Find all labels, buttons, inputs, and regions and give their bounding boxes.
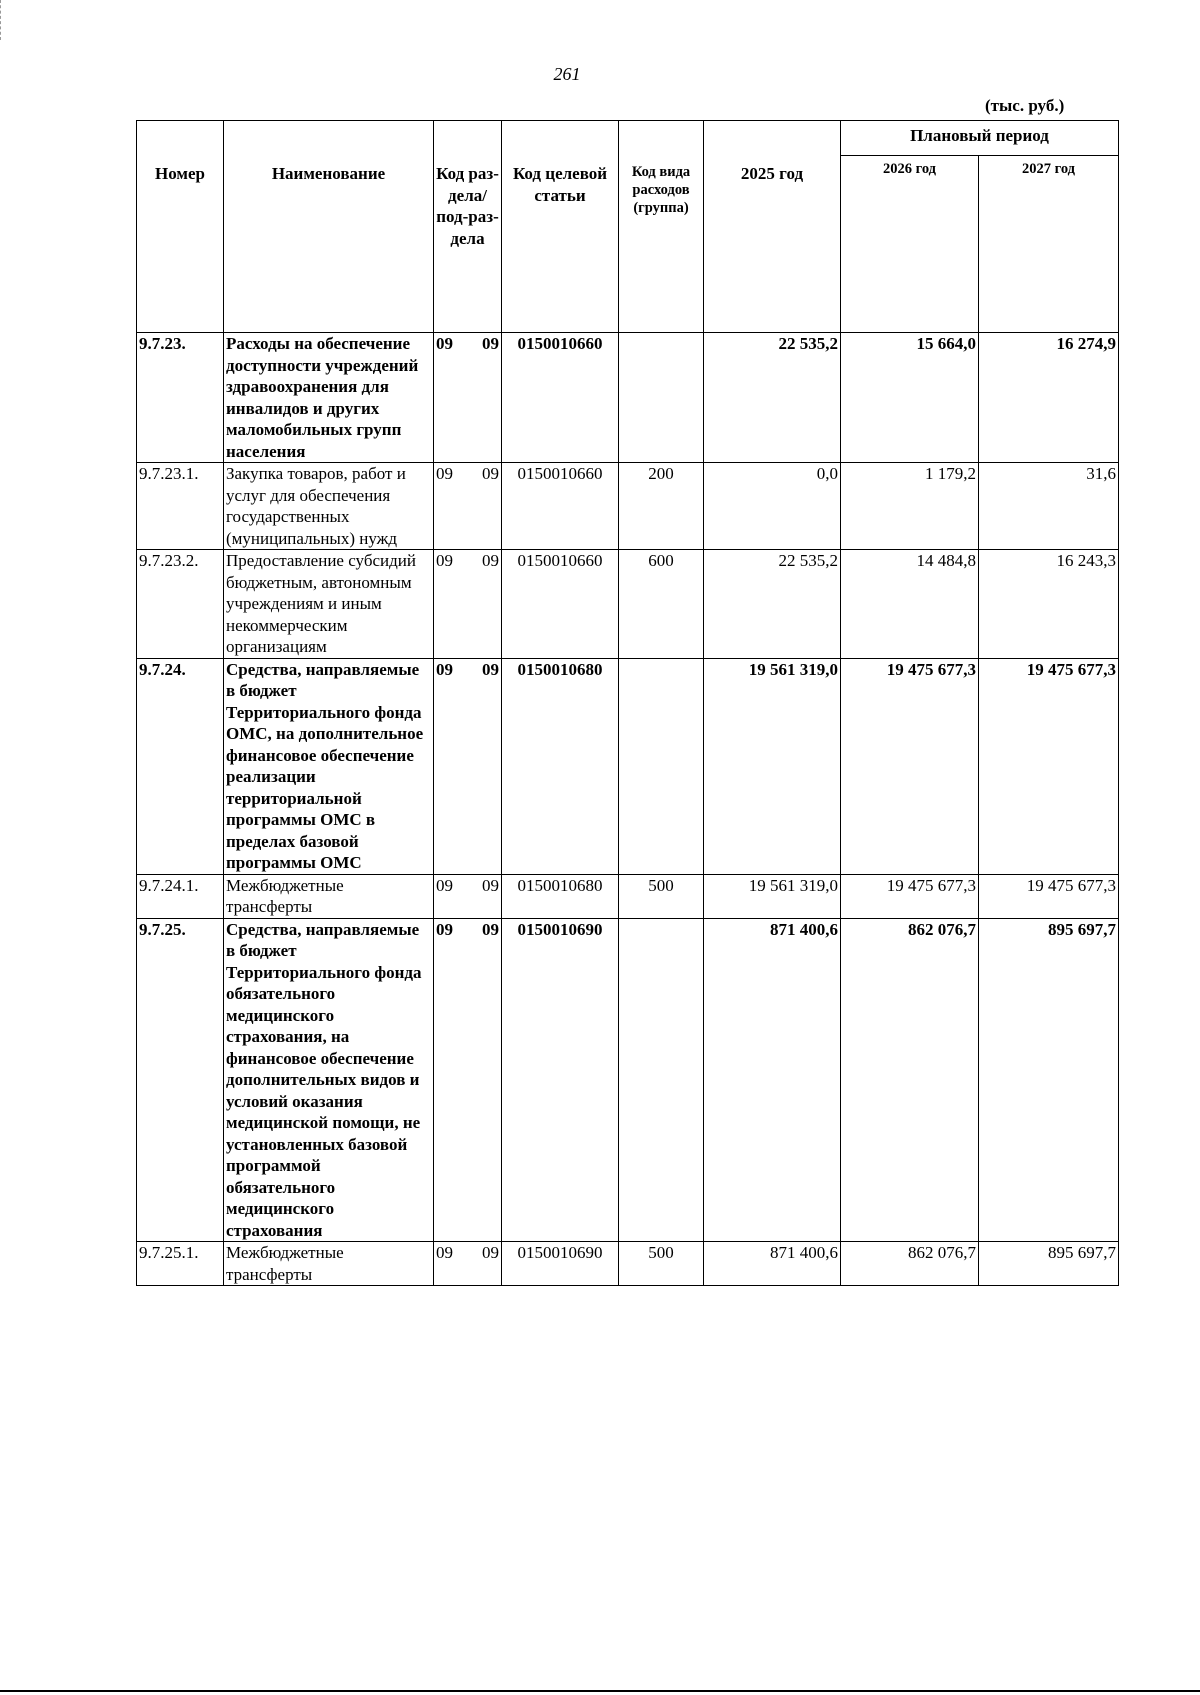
header-target: Код целевой статьи [502,121,619,333]
row-rz: 09 [436,334,453,353]
row-2027: 31,6 [979,463,1119,550]
row-vid [619,658,704,874]
row-name: Расходы на обеспечение доступности учреждений здравоохранения для инвалидов и других маломобильных групп населения [224,333,434,463]
row-vid: 500 [619,1242,704,1286]
header-vid: Код вида расходов (группа) [619,121,704,333]
scan-edge-mark [0,0,3,40]
row-target: 0150010660 [502,333,619,463]
row-razdel [434,658,502,874]
row-2025: 19 561 319,0 [704,874,841,918]
row-vid [619,333,704,463]
row-rz: 09 [436,659,453,679]
row-name: Средства, направляемые в бюджет Территориального фонда обязательного медицинского страхования, на финансовое обеспечение дополнительных видов и условий оказания медицинской помощи, не установленных базовой программой обязательного медицинского страхования [224,918,434,1242]
row-target: 0150010660 [502,463,619,550]
row-number: 9.7.25.1. [137,1242,224,1286]
bottom-rule [0,1690,1200,1692]
row-2025: 871 400,6 [704,1242,841,1286]
row-vid: 500 [619,874,704,918]
row-2027: 19 475 677,3 [979,658,1119,874]
row-rz: 09 [436,919,453,939]
row-pr: 09 [482,919,499,939]
row-2027: 16 243,3 [979,550,1119,659]
row-vid: 200 [619,463,704,550]
row-2026: 19 475 677,3 [841,658,979,874]
row-pr: 09 [482,659,499,679]
row-2027: 895 697,7 [979,1242,1119,1286]
row-number: 9.7.24. [137,658,224,874]
table-row [137,463,1119,550]
table-row [137,918,1119,1242]
units-label: (тыс. руб.) [985,96,1065,115]
header-2027: 2027 год [979,156,1119,333]
table-row [137,333,1119,463]
row-target: 0150010660 [502,550,619,659]
table-row [137,874,1119,918]
budget-table [136,120,1119,1286]
row-2026: 1 179,2 [841,463,979,550]
header-razdel: Код раз-дела/ под-раз-дела [434,121,502,333]
table-body [137,333,1119,1286]
row-number: 9.7.24.1. [137,874,224,918]
row-name: Межбюджетные трансферты [224,1242,434,1286]
row-pr: 09 [482,551,499,570]
page-number: 261 [553,64,581,84]
row-2025: 22 535,2 [704,550,841,659]
row-name: Средства, направляемые в бюджет Территориального фонда ОМС, на дополнительное финансовое обеспечение реализации территориальной программы ОМС в пределах базовой программы ОМС [224,658,434,874]
row-razdel [434,918,502,1242]
header-2025: 2025 год [704,121,841,333]
row-pr: 09 [482,464,499,483]
row-razdel [434,550,502,659]
table-row [137,1242,1119,1286]
row-number: 9.7.23.1. [137,463,224,550]
header-number: Номер [137,121,224,333]
row-name: Закупка товаров, работ и услуг для обеспечения государственных (муниципальных) нужд [224,463,434,550]
row-target: 0150010690 [502,1242,619,1286]
row-2027: 19 475 677,3 [979,874,1119,918]
row-target: 0150010690 [502,918,619,1242]
row-pr: 09 [482,334,499,353]
row-rz: 09 [436,464,453,483]
row-razdel [434,463,502,550]
row-vid [619,918,704,1242]
header-row-1 [137,121,1119,156]
table-row [137,658,1119,874]
header-2026: 2026 год [841,156,979,333]
row-rz: 09 [436,551,453,570]
row-2025: 22 535,2 [704,333,841,463]
row-number: 9.7.23.2. [137,550,224,659]
row-2025: 0,0 [704,463,841,550]
row-razdel [434,1242,502,1286]
row-2027: 16 274,9 [979,333,1119,463]
row-2026: 15 664,0 [841,333,979,463]
row-razdel [434,333,502,463]
row-2026: 14 484,8 [841,550,979,659]
row-2025: 19 561 319,0 [704,658,841,874]
row-pr: 09 [482,875,499,895]
row-2026: 862 076,7 [841,1242,979,1286]
row-2026: 862 076,7 [841,918,979,1242]
row-name: Межбюджетные трансферты [224,874,434,918]
row-2025: 871 400,6 [704,918,841,1242]
row-rz: 09 [436,875,453,895]
row-rz: 09 [436,1243,453,1262]
row-pr: 09 [482,1243,499,1262]
row-2026: 19 475 677,3 [841,874,979,918]
row-number: 9.7.25. [137,918,224,1242]
row-target: 0150010680 [502,874,619,918]
row-target: 0150010680 [502,658,619,874]
row-number: 9.7.23. [137,333,224,463]
row-name: Предоставление субсидий бюджетным, автономным учреждениям и иным некоммерческим организациям [224,550,434,659]
header-name: Наименование [224,121,434,333]
row-razdel [434,874,502,918]
row-vid: 600 [619,550,704,659]
header-planned-period: Плановый период [841,121,1119,156]
row-2027: 895 697,7 [979,918,1119,1242]
table-row [137,550,1119,659]
